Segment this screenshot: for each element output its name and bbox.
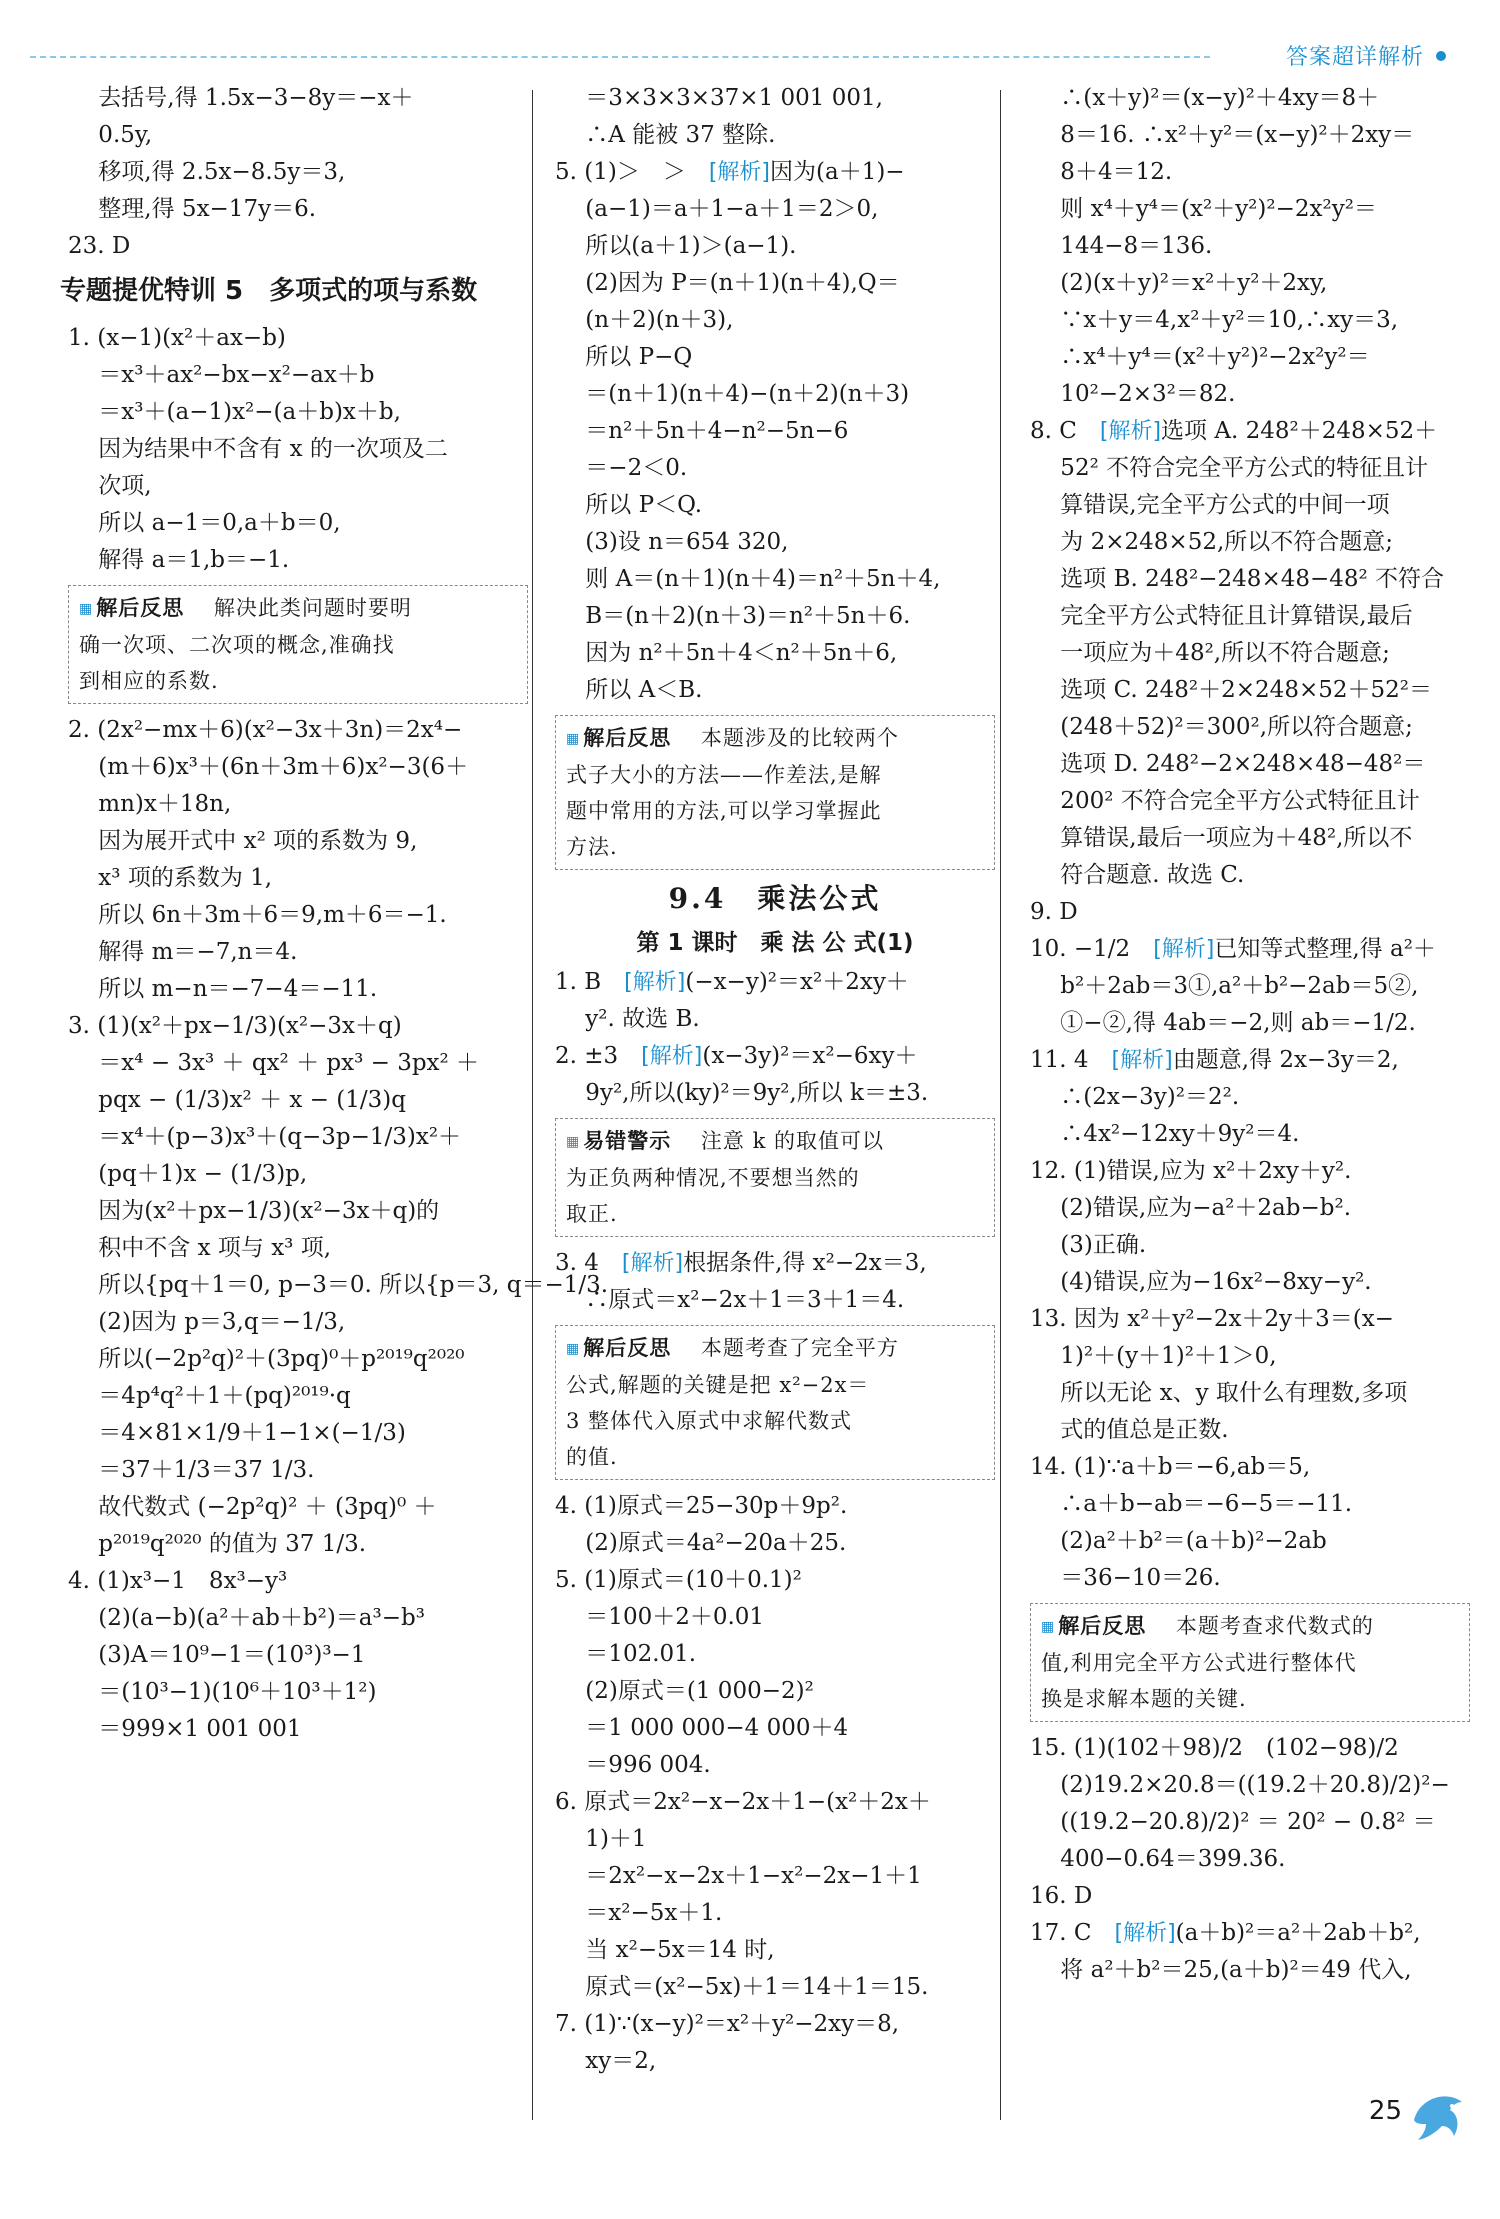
- text-line: 3. (1)(x²＋px−1/3)(x²−3x＋q): [68, 1013, 402, 1039]
- text-line: 移项,得 2.5x−8.5y＝3,: [68, 159, 346, 185]
- box-text-line: 本题涉及的比较两个: [678, 726, 899, 750]
- text-line: 解得 m＝−7,n＝4.: [68, 939, 298, 965]
- text-line: 题中常用的方法,可以学习掌握此: [566, 799, 882, 823]
- text-line: ∵x＋y＝4,x²＋y²＝10,∴xy＝3,: [1030, 307, 1399, 333]
- text-line: 完全平方公式特征且计算错误,最后: [1030, 603, 1413, 629]
- column-divider-2: [1000, 90, 1001, 2120]
- reflection-tag: ▦ 解后反思: [566, 726, 671, 750]
- text-line: 一项应为＋48²,所以不符合题意;: [1030, 640, 1390, 666]
- box-text-line: 本题考查求代数式的: [1153, 1614, 1374, 1638]
- text-line: (2)(x＋y)²＝x²＋y²＋2xy,: [1030, 270, 1328, 296]
- text-line: 2. (2x²−mx＋6)(x²−3x＋3n)＝2x⁴−: [68, 717, 463, 743]
- text-line: ∴x⁴＋y⁴＝(x²＋y²)²−2x²y²＝: [1030, 344, 1370, 370]
- text-line: ∴4x²−12xy＋9y²＝4.: [1030, 1121, 1300, 1147]
- text-line: 值,利用完全平方公式进行整体代: [1041, 1651, 1357, 1675]
- text-line: 算错误,最后一项应为＋48²,所以不: [1030, 825, 1413, 851]
- reflection-box: [555, 1325, 995, 1480]
- text-line: 公式,解题的关键是把 x²−2x＝: [566, 1373, 870, 1397]
- text-line: (2)原式＝(1 000−2)²: [555, 1678, 814, 1704]
- column-2: [555, 80, 995, 2080]
- text-line: 52² 不符合完全平方公式的特征且计: [1030, 455, 1429, 481]
- text-line: 7. (1)∵(x−y)²＝x²＋y²−2xy＝8,: [555, 2011, 900, 2037]
- dolphin-logo-icon: [1406, 2080, 1470, 2150]
- text-line: 4. (1)x³−1 8x³−y³: [68, 1568, 288, 1594]
- text-line: (pq＋1)x − (1/3)p,: [68, 1161, 308, 1187]
- text-line: 8＋4＝12.: [1030, 159, 1173, 185]
- col2-lines-a: [555, 80, 995, 709]
- col2-lines-c: [555, 1245, 995, 1319]
- text-line: mn)x＋18n,: [68, 791, 232, 817]
- col2-lines-d: [555, 1488, 995, 2080]
- text-line: ＝36−10＝26.: [1030, 1565, 1221, 1591]
- reflection-box: [555, 715, 995, 870]
- text-line: 积中不含 x 项与 x³ 项,: [68, 1235, 332, 1261]
- text-line: 所以 P−Q: [555, 344, 693, 370]
- text-line: 取正.: [566, 1202, 618, 1226]
- text-line: ＝37＋1/3＝37 1/3.: [68, 1457, 315, 1483]
- header-dot-icon: [1436, 51, 1446, 61]
- lesson-title: 第 1 课时 乘 法 公 式(1): [636, 930, 914, 956]
- reflection-lines: [1041, 1645, 1459, 1717]
- text-line: 因为(x²＋px−1/3)(x²−3x＋q)的: [68, 1198, 440, 1224]
- section-title-multiplication: 9.4 乘法公式: [668, 882, 882, 915]
- text-line: 所以 P＜Q.: [555, 492, 703, 518]
- text-line: 16. D: [1030, 1883, 1093, 1909]
- text-line: 400−0.64＝399.36.: [1030, 1846, 1286, 1872]
- text-line: 算错误,完全平方公式的中间一项: [1030, 492, 1390, 518]
- text-line: 1. B [解析](−x−y)²＝x²＋2xy＋: [555, 969, 909, 995]
- text-line: ＝(10³−1)(10⁶＋10³＋1²): [68, 1679, 377, 1705]
- col2-lines-b: [555, 964, 995, 1112]
- text-line: 为 2×248×52,所以不符合题意;: [1030, 529, 1394, 555]
- reflection-tag: ▦ 解后反思: [566, 1336, 671, 1360]
- text-line: ①−②,得 4ab＝−2,则 ab＝−1/2.: [1030, 1010, 1416, 1036]
- text-line: 所以无论 x、y 取什么有理数,多项: [1030, 1380, 1408, 1406]
- text-line: 2. ±3 [解析](x−3y)²＝x²−6xy＋: [555, 1043, 918, 1069]
- text-line: p²⁰¹⁹q²⁰²⁰ 的值为 37 1/3.: [68, 1531, 367, 1557]
- text-line: ＝x²−5x＋1.: [555, 1900, 723, 1926]
- text-line: 200² 不符合完全平方公式特征且计: [1030, 788, 1420, 814]
- column-3: [1030, 80, 1470, 1989]
- text-line: 3. 4 [解析]根据条件,得 x²−2x＝3,: [555, 1250, 927, 1276]
- text-line: ＝999×1 001 001: [68, 1716, 302, 1742]
- text-line: (2)因为 p＝3,q＝−1/3,: [68, 1309, 346, 1335]
- text-line: 1. (x−1)(x²＋ax−b): [68, 325, 286, 351]
- text-line: 式子大小的方法——作差法,是解: [566, 763, 882, 787]
- text-line: xy＝2,: [555, 2048, 657, 2074]
- text-line: ＝2x²−x−2x＋1−x²−2x−1＋1: [555, 1863, 922, 1889]
- text-line: 3 整体代入原式中求解代数式: [566, 1409, 853, 1433]
- text-line: (2)19.2×20.8＝((19.2＋20.8)/2)²−: [1030, 1772, 1450, 1798]
- text-line: 0.5y,: [68, 122, 153, 148]
- text-line: (2)因为 P＝(n＋1)(n＋4),Q＝: [555, 270, 900, 296]
- col3-lines-a: [1030, 80, 1470, 1597]
- text-line: 式的值总是正数.: [1030, 1417, 1229, 1443]
- section-title-special: 专题提优特训 5 多项式的项与系数: [60, 276, 478, 306]
- text-line: 1)²＋(y＋1)²＋1＞0,: [1030, 1343, 1277, 1369]
- text-line: 13. 因为 x²＋y²−2x＋2y＋3＝(x−: [1030, 1306, 1394, 1332]
- text-line: 所以 m−n＝−7−4＝−11.: [68, 976, 378, 1002]
- text-line: 为正负两种情况,不要想当然的: [566, 1166, 860, 1190]
- text-line: ＝(n＋1)(n＋4)−(n＋2)(n＋3): [555, 381, 910, 407]
- text-line: (2)(a−b)(a²＋ab＋b²)＝a³−b³: [68, 1605, 425, 1631]
- text-line: 整理,得 5x−17y＝6.: [68, 196, 317, 222]
- text-line: 方法.: [566, 835, 618, 859]
- text-line: x³ 项的系数为 1,: [68, 865, 273, 891]
- text-line: 9. D: [1030, 899, 1078, 925]
- text-line: 14. (1)∵a＋b＝−6,ab＝5,: [1030, 1454, 1311, 1480]
- box-text-line: 注意 k 的取值可以: [678, 1129, 884, 1153]
- text-line: 当 x²−5x＝14 时,: [555, 1937, 775, 1963]
- text-line: ＝100＋2＋0.01: [555, 1604, 765, 1630]
- text-line: 12. (1)错误,应为 x²＋2xy＋y².: [1030, 1158, 1352, 1184]
- text-line: 故代数式 (−2p²q)² ＋ (3pq)⁰ ＋: [68, 1494, 437, 1520]
- col1-lines-a: [68, 80, 528, 265]
- box-text-line: 解决此类问题时要明: [191, 596, 412, 620]
- text-line: ＝n²＋5n＋4−n²−5n−6: [555, 418, 849, 444]
- text-line: pqx − (1/3)x² ＋ x − (1/3)q: [68, 1087, 406, 1113]
- text-line: 则 x⁴＋y⁴＝(x²＋y²)²−2x²y²＝: [1030, 196, 1377, 222]
- text-line: 5. (1)＞ ＞ [解析]因为(a＋1)−: [555, 159, 905, 185]
- reflection-tag: ▦ 解后反思: [79, 596, 184, 620]
- text-line: 23. D: [68, 233, 131, 259]
- text-line: ((19.2−20.8)/2)² ＝ 20² − 0.8² ＝: [1030, 1809, 1436, 1835]
- text-line: (a−1)＝a＋1−a＋1＝2＞0,: [555, 196, 879, 222]
- reflection-lines: [566, 1367, 984, 1475]
- text-line: ＝x⁴＋(p−3)x³＋(q−3p−1/3)x²＋: [68, 1124, 462, 1150]
- text-line: 因为展开式中 x² 项的系数为 9,: [68, 828, 418, 854]
- text-line: (2)a²＋b²＝(a＋b)²−2ab: [1030, 1528, 1327, 1554]
- column-divider-1: [532, 90, 533, 2120]
- text-line: 到相应的系数.: [79, 669, 219, 693]
- text-line: ∴a＋b−ab＝−6−5＝−11.: [1030, 1491, 1353, 1517]
- text-line: 10²−2×3²＝82.: [1030, 381, 1236, 407]
- text-line: 所以(a＋1)＞(a−1).: [555, 233, 797, 259]
- col1-lines-b: [68, 320, 528, 579]
- text-line: 将 a²＋b²＝25,(a＋b)²＝49 代入,: [1030, 1957, 1412, 1983]
- reflection-lines: [79, 627, 517, 699]
- text-line: ＝102.01.: [555, 1641, 697, 1667]
- text-line: 因为结果中不含有 x 的一次项及二: [68, 436, 448, 462]
- text-line: (2)原式＝4a²−20a＋25.: [555, 1530, 847, 1556]
- text-line: 144−8＝136.: [1030, 233, 1213, 259]
- text-line: ∴(x＋y)²＝(x−y)²＋4xy＝8＋: [1030, 85, 1380, 111]
- text-line: ＝x³＋ax²−bx−x²−ax＋b: [68, 362, 375, 388]
- text-line: (3)A＝10⁹−1＝(10³)³−1: [68, 1642, 366, 1668]
- text-line: ＝−2＜0.: [555, 455, 688, 481]
- text-line: 解得 a＝1,b＝−1.: [68, 547, 290, 573]
- text-line: ∴原式＝x²−2x＋1＝3＋1＝4.: [555, 1287, 905, 1313]
- warning-lines: [566, 1160, 984, 1232]
- text-line: ＝x³＋(a−1)x²−(a＋b)x＋b,: [68, 399, 401, 425]
- text-line: (m＋6)x³＋(6n＋3m＋6)x²−3(6＋: [68, 754, 469, 780]
- text-line: 10. −1/2 [解析]已知等式整理,得 a²＋: [1030, 936, 1436, 962]
- text-line: 1)＋1: [555, 1826, 647, 1852]
- header-divider: [30, 56, 1210, 58]
- text-line: 的值.: [566, 1445, 618, 1469]
- text-line: 符合题意. 故选 C.: [1030, 862, 1245, 888]
- text-line: 6. 原式＝2x²−x−2x＋1−(x²＋2x＋: [555, 1789, 931, 1815]
- text-line: b²＋2ab＝3①,a²＋b²−2ab＝5②,: [1030, 973, 1419, 999]
- text-line: (3)设 n＝654 320,: [555, 529, 789, 555]
- text-line: 次项,: [68, 473, 152, 499]
- text-line: 8. C [解析]选项 A. 248²＋248×52＋: [1030, 418, 1438, 444]
- text-line: 所以{pq＋1＝0, p−3＝0. 所以{p＝3, q＝−1/3.: [68, 1272, 609, 1298]
- text-line: ∴(2x−3y)²＝2².: [1030, 1084, 1240, 1110]
- text-line: 原式＝(x²−5x)＋1＝14＋1＝15.: [555, 1974, 929, 2000]
- warning-box: [555, 1118, 995, 1237]
- text-line: 所以 a−1＝0,a＋b＝0,: [68, 510, 341, 536]
- text-line: (2)错误,应为−a²＋2ab−b².: [1030, 1195, 1352, 1221]
- text-line: (n＋2)(n＋3),: [555, 307, 734, 333]
- text-line: ＝3×3×3×37×1 001 001,: [555, 85, 883, 111]
- text-line: ＝996 004.: [555, 1752, 711, 1778]
- text-line: y². 故选 B.: [555, 1006, 700, 1032]
- text-line: 选项 C. 248²＋2×248×52＋52²＝: [1030, 677, 1432, 703]
- text-line: 换是求解本题的关键.: [1041, 1687, 1247, 1711]
- text-line: 4. (1)原式＝25−30p＋9p².: [555, 1493, 848, 1519]
- text-line: B＝(n＋2)(n＋3)＝n²＋5n＋6.: [555, 603, 911, 629]
- text-line: 所以 A＜B.: [555, 677, 703, 703]
- text-line: (4)错误,应为−16x²−8xy−y².: [1030, 1269, 1372, 1295]
- col3-lines-b: [1030, 1730, 1470, 1989]
- header-title: 答案超详解析: [1285, 45, 1424, 70]
- text-line: ＝1 000 000−4 000＋4: [555, 1715, 849, 1741]
- text-line: 5. (1)原式＝(10＋0.1)²: [555, 1567, 802, 1593]
- text-line: (248＋52)²＝300²,所以符合题意;: [1030, 714, 1413, 740]
- text-line: 所以 6n＋3m＋6＝9,m＋6＝−1.: [68, 902, 447, 928]
- reflection-lines: [566, 757, 984, 865]
- text-line: 17. C [解析](a＋b)²＝a²＋2ab＋b²,: [1030, 1920, 1421, 1946]
- box-text-line: 本题考查了完全平方: [678, 1336, 899, 1360]
- text-line: 则 A＝(n＋1)(n＋4)＝n²＋5n＋4,: [555, 566, 941, 592]
- warning-tag: ▦ 易错警示: [566, 1129, 671, 1153]
- page-number: 25: [1368, 2096, 1402, 2126]
- text-line: ＝4×81×1/9＋1−1×(−1/3): [68, 1420, 406, 1446]
- text-line: 11. 4 [解析]由题意,得 2x−3y＝2,: [1030, 1047, 1399, 1073]
- text-line: ＝4p⁴q²＋1＋(pq)²⁰¹⁹·q: [68, 1383, 351, 1409]
- text-line: (3)正确.: [1030, 1232, 1147, 1258]
- text-line: ＝x⁴ − 3x³ ＋ qx² ＋ px³ − 3px² ＋: [68, 1050, 480, 1076]
- text-line: 15. (1)(102＋98)/2 (102−98)/2: [1030, 1735, 1399, 1761]
- text-line: 确一次项、二次项的概念,准确找: [79, 633, 395, 657]
- text-line: 选项 B. 248²−248×48−48² 不符合: [1030, 566, 1445, 592]
- text-line: 所以(−2p²q)²＋(3pq)⁰＋p²⁰¹⁹q²⁰²⁰: [68, 1346, 465, 1372]
- text-line: 因为 n²＋5n＋4＜n²＋5n＋6,: [555, 640, 898, 666]
- text-line: 8＝16. ∴x²＋y²＝(x−y)²＋2xy＝: [1030, 122, 1415, 148]
- reflection-box: [68, 585, 528, 704]
- reflection-tag: ▦ 解后反思: [1041, 1614, 1146, 1638]
- text-line: 去括号,得 1.5x−3−8y＝−x＋: [68, 85, 414, 111]
- text-line: ∴A 能被 37 整除.: [555, 122, 776, 148]
- reflection-box: [1030, 1603, 1470, 1722]
- text-line: 9y²,所以(ky)²＝9y²,所以 k＝±3.: [555, 1080, 929, 1106]
- text-line: 选项 D. 248²−2×248×48−48²＝: [1030, 751, 1426, 777]
